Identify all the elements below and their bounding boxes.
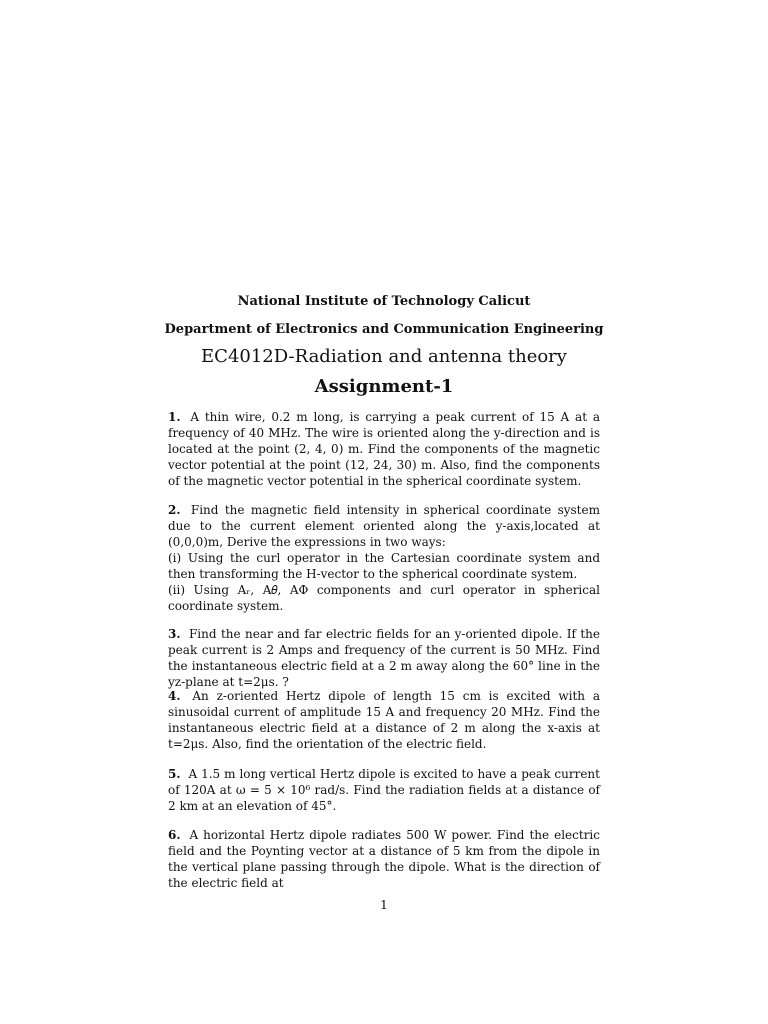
question-text: A horizontal Hertz dipole radiates 500 W power. Find the electric field and the Poynting vector at a distance of 5 km from the dipole in the vertical plane passing through the dipole. What is the direction of the electric field at (168, 828, 600, 890)
question-text: A thin wire, 0.2 m long, is carrying a peak current of 15 A at a frequency of 40 MHz. The wire is oriented along the y-direction and is located at the point (2, 4, 0) m. Find the components of the magnetic vector potential at the point (12, 24, 30) m. Also, find the components of the magnetic vector potential in the spherical coordinate system. (168, 410, 600, 488)
question-part-i: (i) Using the curl operator in the Cartesian coordinate system and then transforming the H-vector to the spherical coordinate system. (168, 551, 600, 581)
question-number: 4. (168, 689, 181, 703)
department-name: Department of Electronics and Communication Engineering (164, 322, 604, 337)
question-6 (168, 827, 600, 891)
institute-name: National Institute of Technology Calicut (237, 294, 531, 309)
assignment-title: Assignment-1 (314, 376, 454, 397)
question-number: 2. (168, 503, 181, 517)
question-2 (168, 502, 600, 614)
question-text: A 1.5 m long vertical Hertz dipole is excited to have a peak current of 120A at ω = 5 × 10⁶ rad/s. Find the radiation fields at a distance of 2 km at an elevation of 45°. (168, 767, 600, 813)
page-number: 1 (380, 898, 388, 912)
question-1 (168, 409, 600, 489)
question-part-ii: (ii) Using Aᵣ, A𝜃, AΦ components and curl operator in spherical coordinate system. (168, 583, 600, 613)
course-title: EC4012D-Radiation and antenna theory (201, 346, 567, 367)
question-4 (168, 688, 600, 752)
question-number: 5. (168, 767, 181, 781)
question-number: 3. (168, 627, 181, 641)
question-3 (168, 626, 600, 690)
question-number: 1. (168, 410, 181, 424)
question-text: An z-oriented Hertz dipole of length 15 cm is excited with a sinusoidal current of amplitude 15 A and frequency 20 MHz. Find the instantaneous electric field at a distance of 2 m along the x-axis at t=2μs. Also, find the orientation of the electric field. (168, 689, 600, 751)
question-5 (168, 766, 600, 814)
question-text: Find the near and far electric fields for an y-oriented dipole. If the peak current is 2 Amps and frequency of the current is 50 MHz. Find the instantaneous electric field at a 2 m away along the 60° line in the yz-plane at t=2μs. ? (168, 627, 600, 689)
question-text: Find the magnetic field intensity in spherical coordinate system due to the current element oriented along the y-axis,located at (0,0,0)m, Derive the expressions in two ways: (168, 503, 600, 549)
question-number: 6. (168, 828, 181, 842)
